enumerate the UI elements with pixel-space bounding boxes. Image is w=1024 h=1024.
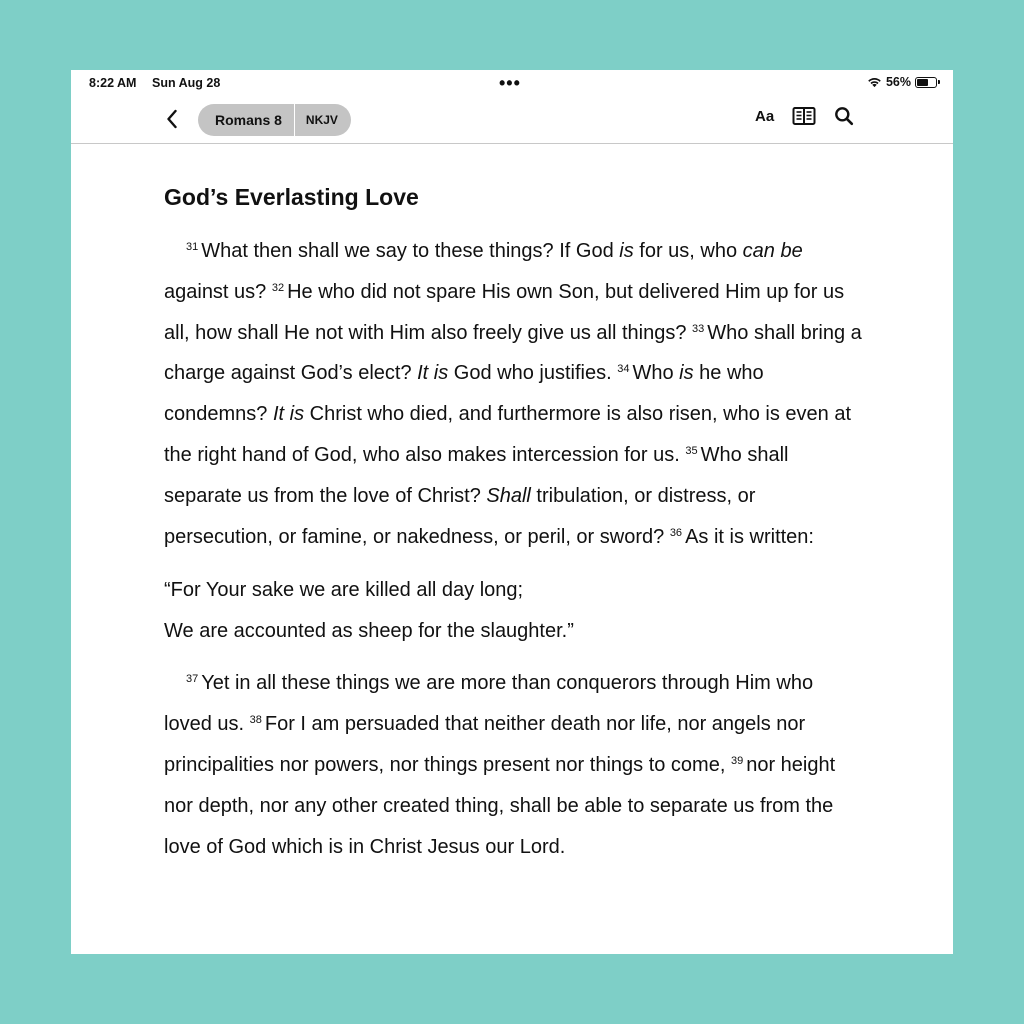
- toolbar-actions: [755, 106, 854, 126]
- verse-text-italic: is: [619, 240, 634, 262]
- verse-number[interactable]: 39: [730, 754, 744, 767]
- passage-selector: [198, 104, 351, 136]
- poetry-line: “For Your sake we are killed all day long;: [164, 579, 524, 602]
- paragraph: [164, 231, 864, 557]
- verse-text: As it is written:: [685, 525, 814, 548]
- verse-text-italic: Shall: [486, 484, 531, 507]
- verse-text: For I am persuaded that neither death nor life, nor angels nor principalities nor powers, nor things present nor things to come,: [164, 713, 806, 776]
- poetry-quote: [164, 570, 864, 651]
- verse-number[interactable]: 36: [669, 526, 683, 539]
- verse-text: nor height nor depth, nor any other created thing, shall be able to separate us from the love of God which is in Christ Jesus our Lord.: [164, 753, 836, 858]
- verse-text: tribulation, or distress, or persecution, or famine, or nakedness, or peril, or sword?: [164, 484, 756, 548]
- section-heading: God’s Everlasting Love: [164, 184, 419, 210]
- verse-text: He who did not spare His own Son, but delivered Him up for us all, how shall He not with Him also freely give us all things?: [164, 280, 845, 344]
- verse-text: he who condemns?: [164, 362, 764, 426]
- verse-text-italic: can be: [742, 240, 803, 262]
- wifi-icon: [867, 76, 882, 88]
- search-icon: [834, 106, 854, 126]
- multitasking-dots[interactable]: •••: [499, 73, 521, 93]
- verse-text: against us?: [164, 280, 272, 303]
- verse-text: Who shall separate us from the love of Christ?: [164, 443, 789, 507]
- verse-text-italic: It is: [417, 362, 449, 385]
- verse-text: Christ who died, and furthermore is also risen, who is even at the right hand of God, who also makes intercession for us.: [164, 403, 852, 466]
- verse-number[interactable]: 34: [617, 363, 630, 376]
- font-settings-button[interactable]: Aa: [755, 107, 775, 125]
- paragraph: [164, 663, 864, 867]
- verse-text: God who justifies.: [448, 362, 618, 385]
- parallel-bible-icon: [792, 106, 816, 126]
- verse-number[interactable]: 31: [186, 241, 199, 253]
- status-time: 8:22 AM: [89, 76, 137, 90]
- verse-text-italic: It is: [272, 403, 305, 426]
- battery-icon: [915, 77, 937, 88]
- back-button[interactable]: [159, 105, 185, 133]
- search-button[interactable]: [834, 106, 854, 126]
- verse-number[interactable]: 38: [249, 714, 262, 727]
- verse-text: Yet in all these things we are more than conquerors through Him who loved us.: [164, 672, 814, 736]
- verse-text: for us, who: [633, 240, 743, 262]
- chevron-left-icon: [166, 109, 178, 129]
- battery-percent: 56%: [885, 75, 911, 89]
- book-chapter-button[interactable]: Romans 8: [198, 104, 295, 136]
- poetry-line: We are accounted as sheep for the slaughter.”: [164, 619, 574, 642]
- parallel-button[interactable]: [792, 106, 816, 126]
- verse-number[interactable]: 33: [692, 322, 705, 335]
- verse-text: Who shall bring a charge against God’s elect?: [164, 321, 862, 385]
- device-screen: [71, 70, 953, 954]
- version-button[interactable]: NKJV: [305, 113, 338, 127]
- verse-text-italic: is: [679, 362, 694, 385]
- status-date: Sun Aug 28: [152, 76, 221, 90]
- verse-text: What then shall we say to these things? If God: [201, 240, 620, 262]
- verse-number[interactable]: 35: [685, 444, 698, 457]
- navigation-bar: [71, 96, 953, 144]
- verse-number[interactable]: 37: [186, 673, 199, 686]
- status-indicators: [867, 75, 937, 89]
- passage-content: [164, 182, 864, 867]
- verse-text: Who: [632, 362, 680, 385]
- verse-number[interactable]: 32: [271, 281, 285, 294]
- status-bar: [71, 70, 953, 96]
